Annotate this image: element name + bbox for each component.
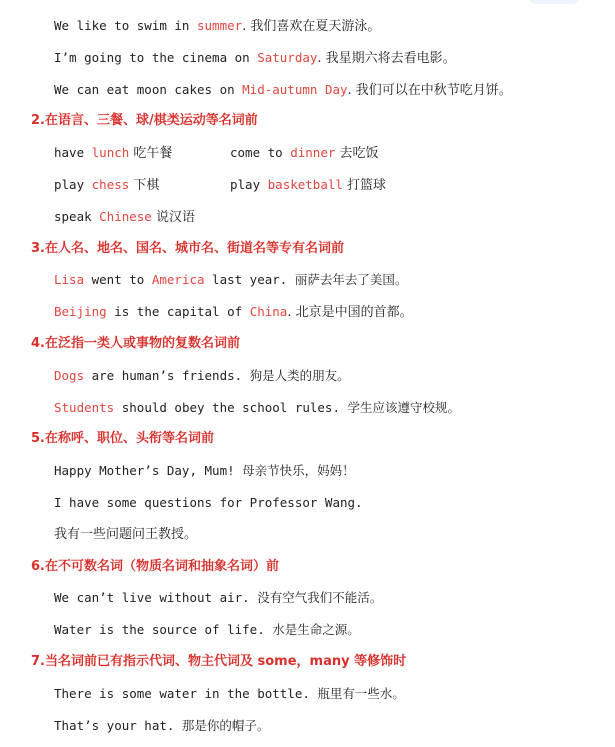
sentence-text: . 我星期六将去看电影。 xyxy=(317,50,456,66)
section-heading: 6.在不可数名词（物质名词和抽象名词）前 xyxy=(31,558,279,574)
highlighted-noun: Saturday xyxy=(257,49,318,65)
example-column xyxy=(230,178,386,193)
example-sentence xyxy=(0,487,615,519)
example-column xyxy=(54,19,380,34)
example-column xyxy=(54,369,350,384)
highlighted-noun: America xyxy=(151,272,205,288)
sentence-text: is the capital of xyxy=(106,304,250,320)
example-sentence xyxy=(0,519,615,551)
sentence-text: . 北京是中国的首都。 xyxy=(287,305,413,321)
section-heading: 5.在称呼、职位、头衔等名词前 xyxy=(31,431,214,447)
example-sentence xyxy=(0,264,615,296)
highlighted-noun: Beijing xyxy=(54,304,107,320)
example-sentence xyxy=(0,42,615,74)
highlighted-noun: dinner xyxy=(290,145,336,161)
highlighted-noun: Students xyxy=(54,399,115,415)
example-sentence xyxy=(0,201,615,233)
example-sentence xyxy=(0,137,615,169)
sentence-text: We like to swim in xyxy=(54,18,197,33)
sentence-text: play xyxy=(230,176,268,192)
example-sentence xyxy=(0,296,615,328)
sentence-text: went to xyxy=(84,272,152,288)
sentence-text: come to xyxy=(230,145,291,161)
sentence-text: 下棋 xyxy=(129,177,160,193)
sentence-text: have xyxy=(54,145,92,161)
sentence-text: I’m going to the cinema on xyxy=(54,49,258,65)
sentence-text: 吃午餐 xyxy=(129,146,173,162)
section-heading: 2.在语言、三餐、球/棋类运动等名词前 xyxy=(31,113,258,129)
example-sentence xyxy=(0,710,615,742)
example-column xyxy=(54,591,382,606)
sentence-text: We can eat moon cakes on xyxy=(54,81,243,97)
highlighted-noun: chess xyxy=(91,176,130,192)
highlighted-noun: Mid-autumn Day xyxy=(242,81,348,97)
example-column xyxy=(54,464,355,479)
example-column xyxy=(54,137,230,170)
sentence-text: 说汉语 xyxy=(151,209,195,225)
sentence-text: We can’t live without air. 没有空气我们不能活。 xyxy=(54,590,383,606)
section-heading: 7.当名词前已有指示代词、物主代词及 some，many 等修饰时 xyxy=(31,653,407,669)
example-sentence xyxy=(0,678,615,710)
example-sentence xyxy=(0,169,615,201)
example-column xyxy=(54,719,269,734)
highlighted-noun: summer xyxy=(197,18,243,33)
sentence-text: Water is the source of life. 水是生命之源。 xyxy=(54,622,360,638)
highlighted-noun: lunch xyxy=(91,145,130,161)
example-column xyxy=(54,51,456,66)
sentence-text: play xyxy=(54,176,92,192)
example-column xyxy=(54,401,460,416)
sentence-text: should obey the school rules. 学生应该遵守校规。 xyxy=(114,399,461,415)
section-heading: 4.在泛指一类人或事物的复数名词前 xyxy=(31,335,240,351)
sentence-text: . 我们喜欢在夏天游泳。 xyxy=(242,19,381,34)
sentence-text: I have some questions for Professor Wang. xyxy=(54,494,363,510)
example-column xyxy=(54,273,407,288)
example-sentence xyxy=(0,74,615,106)
sentence-text: speak xyxy=(54,208,100,224)
highlighted-noun: Dogs xyxy=(54,367,85,383)
example-column xyxy=(54,210,195,225)
sentence-text: Happy Mother’s Day, Mum! 母亲节快乐，妈妈！ xyxy=(54,463,355,479)
example-sentence xyxy=(0,360,615,392)
example-column xyxy=(230,146,379,161)
sentence-text: are human’s friends. 狗是人类的朋友。 xyxy=(84,367,350,383)
highlighted-noun: Chinese xyxy=(99,208,152,224)
example-column xyxy=(54,687,405,702)
sentence-text: . 我们可以在中秋节吃月饼。 xyxy=(347,82,512,98)
sentence-text: There is some water in the bottle. 瓶里有一些水。 xyxy=(54,685,405,701)
example-sentence xyxy=(0,582,615,614)
highlighted-noun: Lisa xyxy=(54,272,85,288)
example-sentence xyxy=(0,392,615,424)
example-column xyxy=(54,83,512,98)
example-sentence xyxy=(0,10,615,42)
sentence-text: 我有一些问题问王教授。 xyxy=(54,526,198,542)
sentence-text: last year. 丽萨去年去了美国。 xyxy=(204,272,408,288)
section-heading: 3.在人名、地名、国名、城市名、街道名等专有名词前 xyxy=(31,240,344,256)
example-column xyxy=(54,305,413,320)
sentence-text: That’s your hat. 那是你的帽子。 xyxy=(54,717,270,733)
example-column xyxy=(54,527,197,542)
example-column xyxy=(54,169,230,202)
highlighted-noun: China xyxy=(249,304,288,320)
highlighted-noun: basketball xyxy=(267,176,343,192)
example-column xyxy=(54,496,363,511)
sentence-text: 打篮球 xyxy=(342,177,387,193)
example-sentence xyxy=(0,455,615,487)
example-sentence xyxy=(0,614,615,646)
sentence-text: 去吃饭 xyxy=(335,146,379,162)
example-column xyxy=(54,623,360,638)
